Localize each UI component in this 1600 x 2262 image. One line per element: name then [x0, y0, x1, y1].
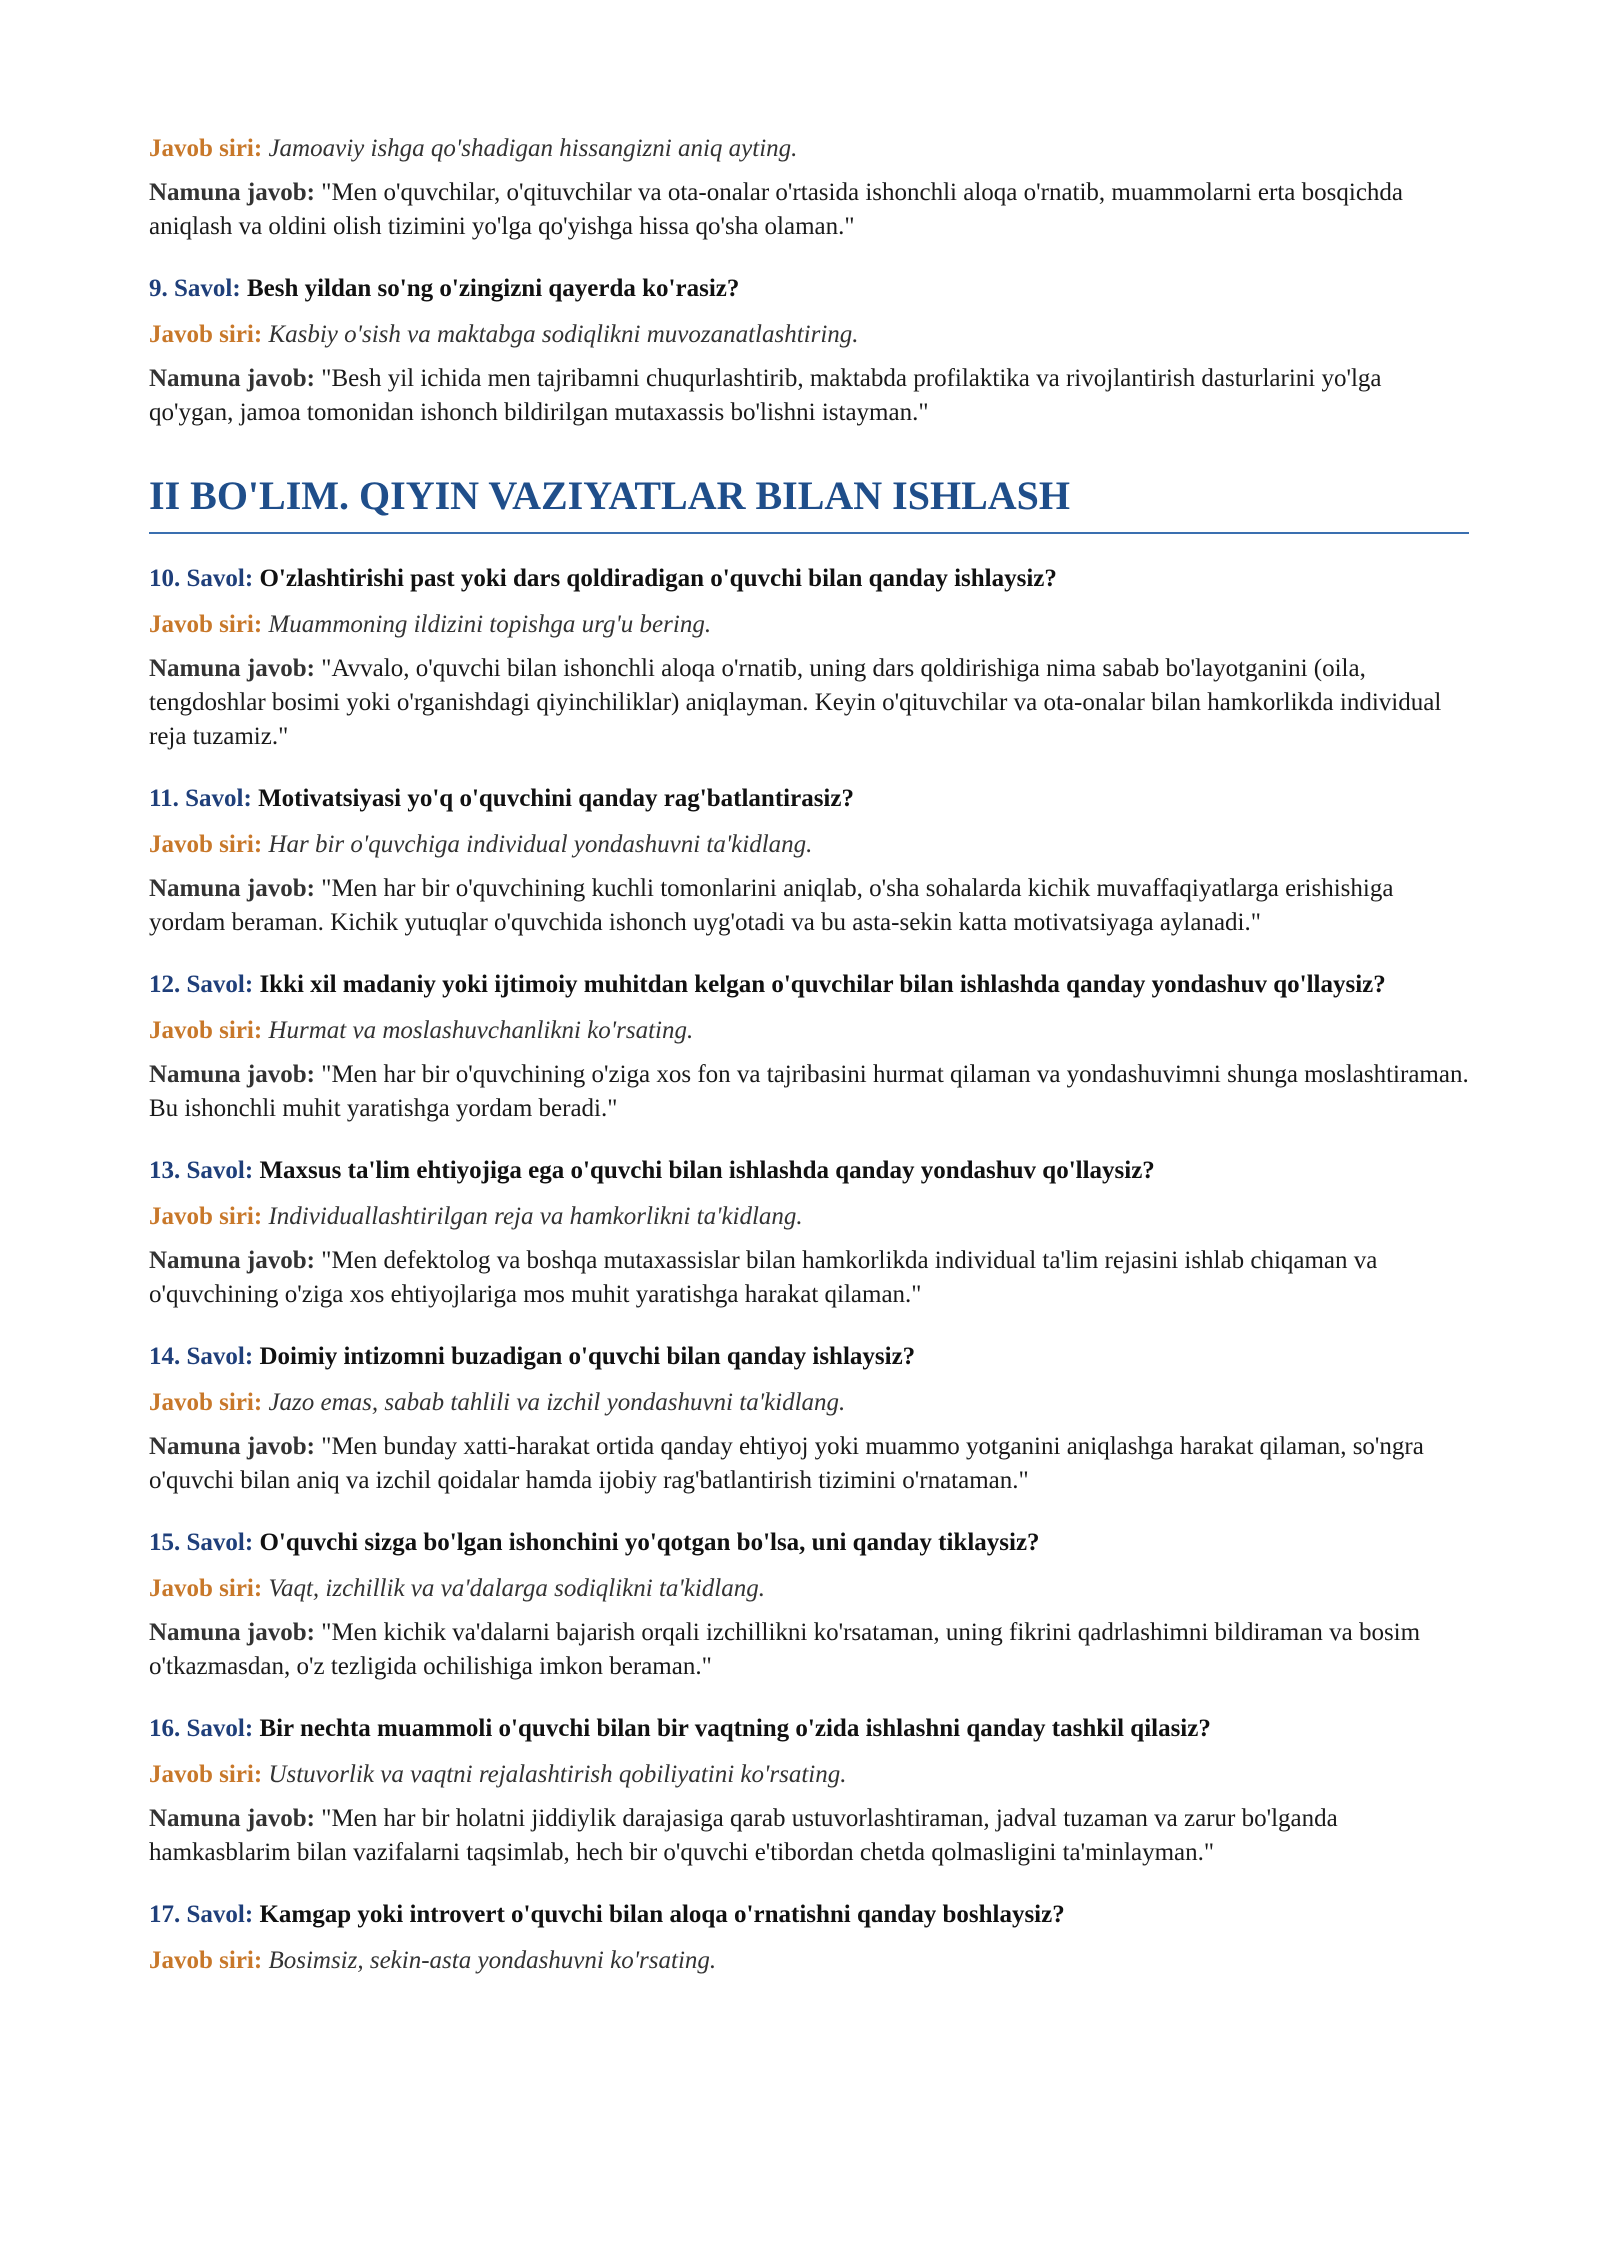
sample-label: Namuna javob: — [149, 1619, 315, 1646]
question-number: 11. — [149, 785, 179, 812]
intro-block — [149, 132, 1469, 244]
question-text: O'zlashtirishi past yoki dars qoldiradigan o'quvchi bilan qanday ishlaysiz? — [259, 565, 1057, 592]
sample-text: "Avvalo, o'quvchi bilan ishonchli aloqa o'rnatib, uning dars qoldirishiga nima sabab bo'layotganini (oila, tengdoshlar bosimi yoki o'rganishdagi qiyinchiliklar) aniqlayman. Keyin o'qituvchilar va ota-onalar bilan hamkorlikda individual reja tuzamiz." — [149, 655, 1442, 750]
sample-text: "Men har bir o'quvchining o'ziga xos fon va tajribasini hurmat qilaman va yondashuvimni shunga moslashtiraman. Bu ishonchli muhit yaratishga yordam beradi." — [149, 1061, 1469, 1122]
question-line — [149, 1340, 1469, 1374]
sample-line — [149, 1058, 1469, 1126]
hint-text: Jazo emas, sabab tahlili va izchil yondashuvni ta'kidlang. — [268, 1389, 846, 1416]
hint-text: Kasbiy o'sish va maktabga sodiqlikni muvozanatlashtiring. — [268, 321, 859, 348]
hint-line — [149, 1200, 1469, 1234]
question-block-9 — [149, 272, 1469, 430]
page-content — [149, 0, 1469, 2006]
hint-label: Javob siri: — [149, 611, 263, 638]
hint-label: Javob siri: — [149, 321, 263, 348]
sample-text: "Besh yil ichida men tajribamni chuqurlashtirib, maktabda profilaktika va rivojlantirish dasturlarini yo'lga qo'ygan, jamoa tomonidan ishonch bildirilgan mutaxassis bo'lishni istayman." — [149, 365, 1382, 426]
question-number: 17. — [149, 1901, 181, 1928]
section-title: II BO'LIM. QIYIN VAZIYATLAR BILAN ISHLASH — [149, 472, 1469, 534]
sample-line — [149, 1802, 1469, 1870]
sample-label: Namuna javob: — [149, 1061, 315, 1088]
sample-text: "Men har bir o'quvchining kuchli tomonlarini aniqlab, o'sha sohalarda kichik muvaffaqiyatlarga erishishiga yordam beraman. Kichik yutuqlar o'quvchida ishonch uyg'otadi va bu asta-sekin katta motivatsiyaga aylanadi." — [149, 875, 1394, 936]
question-label: Savol: — [186, 1901, 254, 1928]
hint-text: Bosimsiz, sekin-asta yondashuvni ko'rsating. — [268, 1947, 717, 1974]
question-block-13 — [149, 1154, 1469, 1312]
sample-label: Namuna javob: — [149, 1247, 315, 1274]
question-text: Motivatsiyasi yo'q o'quvchini qanday rag'batlantirasiz? — [258, 785, 854, 812]
sample-label: Namuna javob: — [149, 1433, 315, 1460]
question-text: O'quvchi sizga bo'lgan ishonchini yo'qotgan bo'lsa, uni qanday tiklaysiz? — [259, 1529, 1040, 1556]
question-number: 10. — [149, 565, 181, 592]
question-label: Savol: — [186, 1343, 254, 1370]
questions-list — [149, 562, 1469, 1978]
question-label: Savol: — [185, 785, 252, 812]
question-number: 14. — [149, 1343, 181, 1370]
sample-label: Namuna javob: — [149, 1805, 315, 1832]
question-text: Besh yildan so'ng o'zingizni qayerda ko'rasiz? — [246, 275, 740, 302]
sample-text: "Men bunday xatti-harakat ortida qanday ehtiyoj yoki muammo yotganini aniqlashga harakat qilaman, so'ngra o'quvchi bilan aniq va izchil qoidalar hamda ijobiy rag'batlantirish tizimini o'rnataman." — [149, 1433, 1424, 1494]
question-line — [149, 1712, 1469, 1746]
hint-line — [149, 1944, 1469, 1978]
question-text: Bir nechta muammoli o'quvchi bilan bir vaqtning o'zida ishlashni qanday tashkil qilasiz? — [259, 1715, 1211, 1742]
sample-label: Namuna javob: — [149, 655, 315, 682]
question-block-12 — [149, 968, 1469, 1126]
hint-line — [149, 318, 1469, 352]
question-block-15 — [149, 1526, 1469, 1684]
hint-line — [149, 1386, 1469, 1420]
question-number: 16. — [149, 1715, 181, 1742]
hint-line — [149, 1758, 1469, 1792]
sample-line — [149, 652, 1469, 754]
hint-label: Javob siri: — [149, 1017, 263, 1044]
hint-label: Javob siri: — [149, 1947, 263, 1974]
question-text: Kamgap yoki introvert o'quvchi bilan aloqa o'rnatishni qanday boshlaysiz? — [259, 1901, 1065, 1928]
question-number: 13. — [149, 1157, 181, 1184]
hint-text: Muammoning ildizini topishga urg'u bering. — [268, 611, 712, 638]
question-block-14 — [149, 1340, 1469, 1498]
question-label: Savol: — [174, 275, 241, 302]
sample-line — [149, 872, 1469, 940]
hint-line — [149, 1014, 1469, 1048]
hint-line — [149, 132, 1469, 166]
hint-text: Har bir o'quvchiga individual yondashuvni ta'kidlang. — [268, 831, 813, 858]
hint-label: Javob siri: — [149, 831, 263, 858]
question-label: Savol: — [186, 971, 254, 998]
question-line — [149, 1898, 1469, 1932]
hint-label: Javob siri: — [149, 135, 263, 162]
sample-label: Namuna javob: — [149, 875, 315, 902]
sample-line — [149, 1616, 1469, 1684]
hint-line — [149, 608, 1469, 642]
sample-label: Namuna javob: — [149, 365, 315, 392]
sample-text: "Men kichik va'dalarni bajarish orqali izchillikni ko'rsataman, uning fikrini qadrlashimni bildiraman va bosim o'tkazmasdan, o'z tezligida ochilishiga imkon beraman." — [149, 1619, 1421, 1680]
sample-line — [149, 1244, 1469, 1312]
question-line — [149, 272, 1469, 306]
hint-text: Hurmat va moslashuvchanlikni ko'rsating. — [268, 1017, 694, 1044]
question-label: Savol: — [186, 1529, 254, 1556]
sample-text: "Men defektolog va boshqa mutaxassislar bilan hamkorlikda individual ta'lim rejasini ishlab chiqaman va o'quvchining o'ziga xos ehtiyojlariga mos muhit yaratishga harakat qilaman." — [149, 1247, 1378, 1308]
question-line — [149, 562, 1469, 596]
question-block-10 — [149, 562, 1469, 754]
hint-label: Javob siri: — [149, 1203, 263, 1230]
question-number: 15. — [149, 1529, 181, 1556]
question-number: 12. — [149, 971, 181, 998]
question-line — [149, 782, 1469, 816]
question-text: Ikki xil madaniy yoki ijtimoiy muhitdan kelgan o'quvchilar bilan ishlashda qanday yondashuv qo'llaysiz? — [259, 971, 1386, 998]
hint-label: Javob siri: — [149, 1761, 263, 1788]
hint-text: Vaqt, izchillik va va'dalarga sodiqlikni ta'kidlang. — [268, 1575, 765, 1602]
question-label: Savol: — [186, 1157, 254, 1184]
question-block-11 — [149, 782, 1469, 940]
question-label: Savol: — [186, 565, 254, 592]
hint-line — [149, 1572, 1469, 1606]
sample-text: "Men o'quvchilar, o'qituvchilar va ota-onalar o'rtasida ishonchli aloqa o'rnatib, muammolarni erta bosqichda aniqlash va oldini olish tizimini yo'lga qo'yishga hissa qo'sha olaman." — [149, 179, 1404, 240]
question-block-17 — [149, 1898, 1469, 1978]
sample-text: "Men har bir holatni jiddiylik darajasiga qarab ustuvorlashtiraman, jadval tuzaman va zarur bo'lganda hamkasblarim bilan vazifalarni taqsimlab, hech bir o'quvchi e'tibordan chetda qolmasligini ta'minlayman." — [149, 1805, 1338, 1866]
question-line — [149, 1526, 1469, 1560]
hint-text: Jamoaviy ishga qo'shadigan hissangizni aniq ayting. — [268, 135, 798, 162]
hint-label: Javob siri: — [149, 1575, 263, 1602]
sample-label: Namuna javob: — [149, 179, 315, 206]
question-line — [149, 1154, 1469, 1188]
question-number: 9. — [149, 275, 168, 302]
hint-text: Individuallashtirilgan reja va hamkorlikni ta'kidlang. — [268, 1203, 803, 1230]
hint-label: Javob siri: — [149, 1389, 263, 1416]
question-block-16 — [149, 1712, 1469, 1870]
question-label: Savol: — [186, 1715, 254, 1742]
hint-line — [149, 828, 1469, 862]
hint-text: Ustuvorlik va vaqtni rejalashtirish qobiliyatini ko'rsating. — [268, 1761, 847, 1788]
sample-line — [149, 176, 1469, 244]
question-text: Doimiy intizomni buzadigan o'quvchi bilan qanday ishlaysiz? — [259, 1343, 916, 1370]
question-text: Maxsus ta'lim ehtiyojiga ega o'quvchi bilan ishlashda qanday yondashuv qo'llaysiz? — [259, 1157, 1155, 1184]
sample-line — [149, 1430, 1469, 1498]
sample-line — [149, 362, 1469, 430]
question-line — [149, 968, 1469, 1002]
